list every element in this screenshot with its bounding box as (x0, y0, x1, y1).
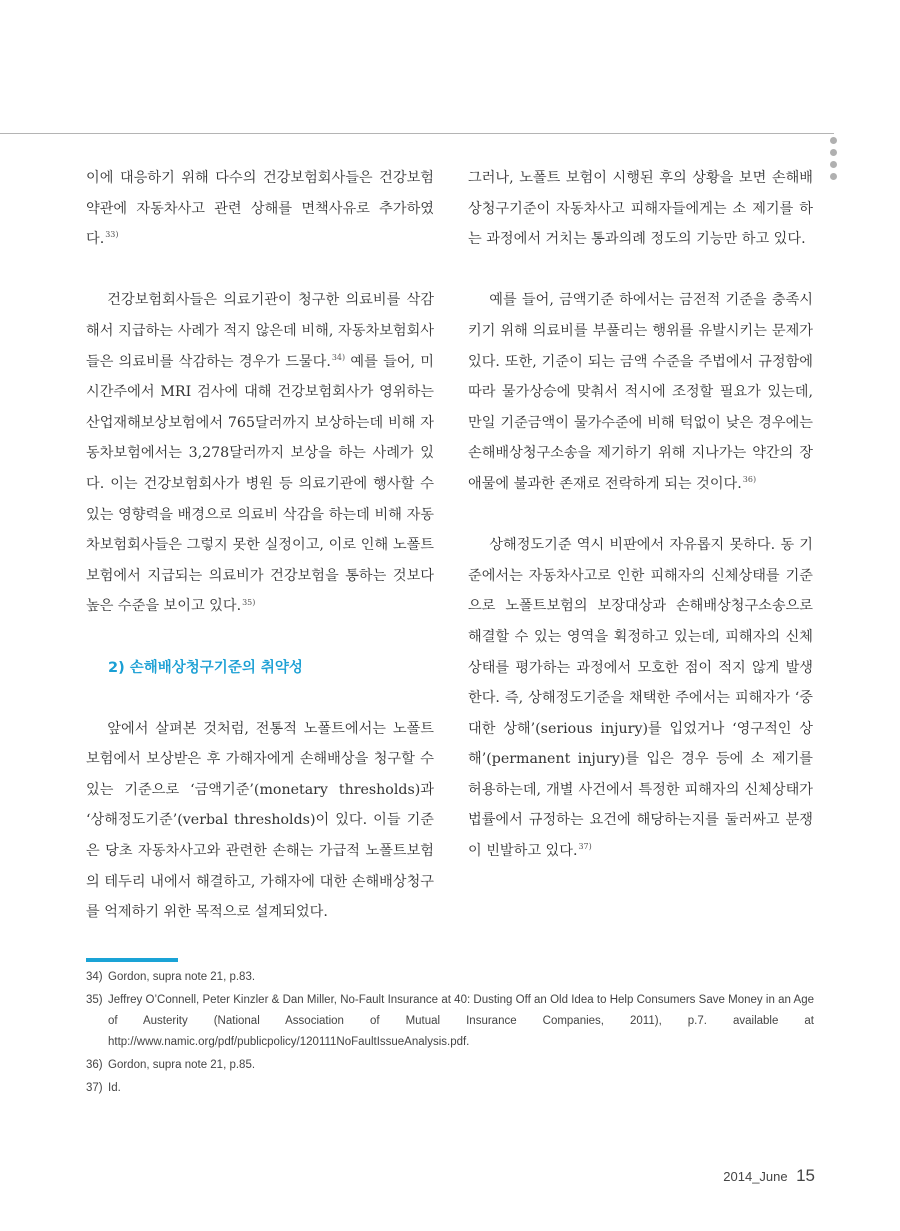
paragraph: 예를 들어, 금액기준 하에서는 금전적 기준을 충족시키기 위해 의료비를 부풀리는 행위를 유발시키는 문제가 있다. 또한, 기준이 되는 금액 수준을 주법에서 규정함에 따라 물가상승에 맞춰서 적시에 조정할 필요가 있는데, 만일 기준금액이 물가수준에 비해 턱없이 낮은 경우에는 손해배상청구소송을 제기하기 위해 지나가는 약간의 장애물에 불과한 존재로 전락하게 되는 것이다.$^{36)}$ (468, 292, 813, 492)
footnotes (86, 967, 814, 1101)
footnote-text[interactable]: Jeffrey O’Connell, Peter Kinzler & Dan Miller, No-Fault Insurance at 40: Dusting Off an Old Idea to Help Consumers Save Money in an Age of Austerity (National Association of Mutual Insurance Companies, 2011), p.7. available at http://www.namic.org/pdf/publicpolicy/120111NoFaultIssueAnalysis.pdf. (108, 994, 814, 1048)
page-number: 15 (796, 1166, 815, 1185)
dot-icon (830, 137, 837, 144)
footnote-ref[interactable]: 36) (742, 475, 757, 485)
dot-icon (830, 149, 837, 156)
footnote-number: 35) (86, 994, 103, 1006)
paragraph: 건강보험회사들은 의료기관이 청구한 의료비를 삭감해서 지급하는 사례가 적지 않은데 비해, 자동차보험회사들은 의료비를 삭감하는 경우가 드물다.$^{34)}$ 예를 들어, 미시간주에서 MRI 검사에 대해 건강보험회사가 영위하는 산업재해보상보험에서 765달러까지 보상하는데 비해 자동차보험에서는 3,278달러까지 보상을 하는 사례가 있다. 이는 건강보험회사가 병원 등 의료기관에 행사할 수 있는 영향력을 배경으로 의료비 삭감을 하는데 비해 자동차보험회사들은 그렇지 못한 실정이고, 이로 인해 노폴트보험에서 지급되는 의료비가 건강보험을 통하는 것보다 높은 수준을 보이고 있다.$^{35)}$ (86, 292, 434, 615)
right-column (468, 163, 813, 897)
paragraph: 상해정도기준 역시 비판에서 자유롭지 못하다. 동 기준에서는 자동차사고로 인한 피해자의 신체상태를 기준으로 노폴트보험의 보장대상과 손해배상청구소송으로 해결할 수 있는 영역을 획정하고 있는데, 피해자의 신체상태를 평가하는 과정에서 모호한 점이 적지 않게 발생한다. 즉, 상해정도기준을 채택한 주에서는 피해자가 ‘중대한 상해’(serious injury)를 입었거나 ‘영구적인 상해’(permanent injury)를 입은 경우 등에 소 제기를 허용하는데, 개별 사건에서 특정한 피해자의 신체상태가 법률에서 규정하는 요건에 해당하는지를 둘러싸고 분쟁이 빈발하고 있다.$^{37)}$ (468, 537, 813, 860)
footnote-number: 34) (86, 971, 103, 983)
footnote-ref[interactable]: 37) (578, 842, 592, 852)
footnote-ref[interactable]: 34) (331, 352, 346, 362)
footnote-rule (86, 958, 178, 962)
paragraph: 앞에서 살펴본 것처럼, 전통적 노폴트에서는 노폴트보험에서 보상받은 후 가해자에게 손해배상을 청구할 수 있는 기준으로 ‘금액기준’(monetary thresholds)과 ‘상해정도기준’(verbal thresholds)이 있다. 이들 기준은 당초 자동차사고와 관련한 손해는 가급적 노폴트보험의 테두리 내에서 해결하고, 가해자에 대한 손해배상청구를 억제하기 위한 목적으로 설계되었다. (86, 720, 434, 921)
footnote-number: 37) (86, 1082, 103, 1094)
footnote (86, 990, 814, 1053)
section-heading: 2) 손해배상청구기준의 취약성 (108, 659, 303, 676)
dot-icon (830, 173, 837, 180)
footnote (86, 1055, 814, 1076)
footnote (86, 967, 814, 988)
page-footer (723, 1166, 815, 1186)
left-column (86, 163, 434, 958)
footnote-text: Id. (108, 1082, 121, 1094)
footnote-text: Gordon, supra note 21, p.85. (108, 1059, 256, 1071)
paragraph: 이에 대응하기 위해 다수의 건강보험회사들은 건강보험약관에 자동차사고 관련 상해를 면책사유로 추가하였다.$^{33)}$ (86, 170, 434, 248)
header-rule (0, 133, 834, 134)
footnote (86, 1078, 814, 1099)
issue-label: 2014_June (723, 1169, 788, 1184)
footnote-ref[interactable]: 33) (105, 230, 119, 240)
paragraph: 그러나, 노폴트 보험이 시행된 후의 상황을 보면 손해배상청구기준이 자동차사고 피해자들에게는 소 제기를 하는 과정에서 거치는 통과의례 정도의 기능만 하고 있다. (468, 170, 813, 248)
dot-icon (830, 161, 837, 168)
footnote-text: Gordon, supra note 21, p.83. (108, 971, 256, 983)
footnote-number: 36) (86, 1059, 103, 1071)
footnote-ref[interactable]: 35) (242, 597, 256, 607)
decorative-dots (830, 137, 840, 185)
